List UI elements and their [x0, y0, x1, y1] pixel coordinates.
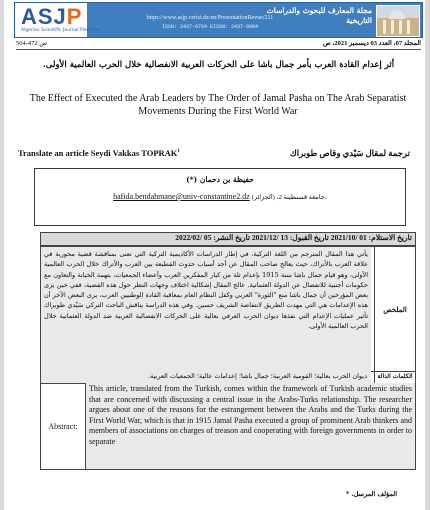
affiliation-arabic: جامعة قسنطينة 2، (الجزائر)، [251, 194, 327, 201]
translation-english: Translate an article Seydi Vakkas TOPRAK$^1$ [18, 148, 180, 158]
arabic-abstract-text: يأتي هذا المقال المترجم من اللغة التركية، في إطار الدراسات الأكاديمية التركية التي تعنى بمناقشة قضية محورية في علاقة العرب بالأتراك، حيث يعالج صاحب المقال عن أحد أسباب حدوث القطيعة بين العرب والأتراك خلال الحرب العالمية الأولى، وهو قيام جمال باشا سنة 1915 بإعدام ثلة من كبار المفكرين العرب وأعضاء الجمعيات، بتهمة الخيانة والتعاون مع حكومات أجنبية للانفصال عن الدولة العثمانية. عالج المقال إشكالية اختلاف وجهات النظر حول هذه القضية، ففي حين يرى بعض المؤرخين أن جمال باشا منع "الثورة" العربي وكفل النظام العام بمعاقبة القادة الوطنيين العرب، يرى البعض الآخر أن هذه الإعدامات هي التي مهدت الطريق لانتفاضة الشريف حسين. وفي هذه الدراسة يناقش الباحث التركي سَيْدي طوبراك تأثير عمليات الإعدام التي نفذها ديوان الحرب العرفي بعالية على الحركات الانفصالية العربية ضد الدولة العثمانية خلال الحرب العالمية الأولى. [41, 247, 371, 371]
dates-bar: تاريخ الاستلام: 01 /2021/10 تاريخ القبول: 13 /2021/12 تاريخ النشر: 05 /2022/02 [40, 232, 416, 246]
journal-banner [14, 2, 423, 38]
building-image [376, 5, 420, 37]
keywords-row [40, 370, 416, 384]
arabic-abstract-table [40, 246, 416, 372]
journal-title: مجلة المعارف للبحوث والدراسات التاريخية [266, 6, 372, 25]
english-abstract-text: This article, translated from the Turkish, comes within the framework of Turkish academic studies that are concerned with discussing a central issue in the Arabs-Turks relationship. The researcher argues about one of the reasons for the estrangement between the Arabs and the Turks during the First World War, which is that in 1915 Jamal Pasha executed a group of prominent Arab thinkers and members of associations on charges of treason and cooperating with foreign governments in order to separate [86, 383, 415, 469]
keywords-label: الكلمات الدالة [374, 370, 415, 383]
keywords-text: ديوان الحرب بعالية؛ القومية العربية؛ جمال باشا؛ إعدامات عالية؛ الجمعيات العربية. [41, 370, 371, 383]
author-affiliation [35, 192, 405, 201]
asjp-logo-subtitle: Algerian Scientific Journal Platform [21, 28, 100, 33]
translation-line [18, 148, 418, 160]
journal-issn: ISSN: 2437-0784 EISSN: 2437-0804 [161, 24, 258, 30]
author-box [34, 168, 406, 226]
translation-arabic: ترجمة لمقال سَيْدي وقاص طوبراك [289, 148, 410, 158]
article-page [4, 0, 425, 510]
asjp-logo[interactable] [15, 3, 100, 37]
running-header [16, 38, 421, 50]
author-email[interactable]: hafida.bendahmane@univ-constantine2.dz [113, 192, 250, 201]
english-abstract-table [40, 383, 416, 470]
english-title: The Effect of Executed the Arab Leaders by The Order of Jamal Pasha on The Arab Separatist Movements During the First World War [29, 93, 407, 117]
corresponding-author-footnote: المؤلف المرسل. * [345, 490, 397, 498]
journal-url[interactable]: https://www.asjp.cerist.dz/en/PresentationRevue/211 [146, 15, 274, 21]
page-range: ص 472-504 [16, 40, 48, 47]
dome-shape [389, 10, 405, 19]
arabic-title: أثر إعدام القادة العرب بأمر جمال باشا على الحركات العربية الانفصالية خلال الحرب العالمية الأولى. [42, 60, 395, 70]
english-abstract-label: Abstract: [41, 383, 86, 469]
author-name: حفيظة بن دحمان (*) [186, 175, 254, 184]
arabic-abstract-label: الملخص [374, 247, 415, 371]
volume-issue: المجلد 07، العدد 03 ديسمبر 2021، ص [322, 40, 421, 47]
asjp-logo-text: ASJP [21, 4, 83, 29]
